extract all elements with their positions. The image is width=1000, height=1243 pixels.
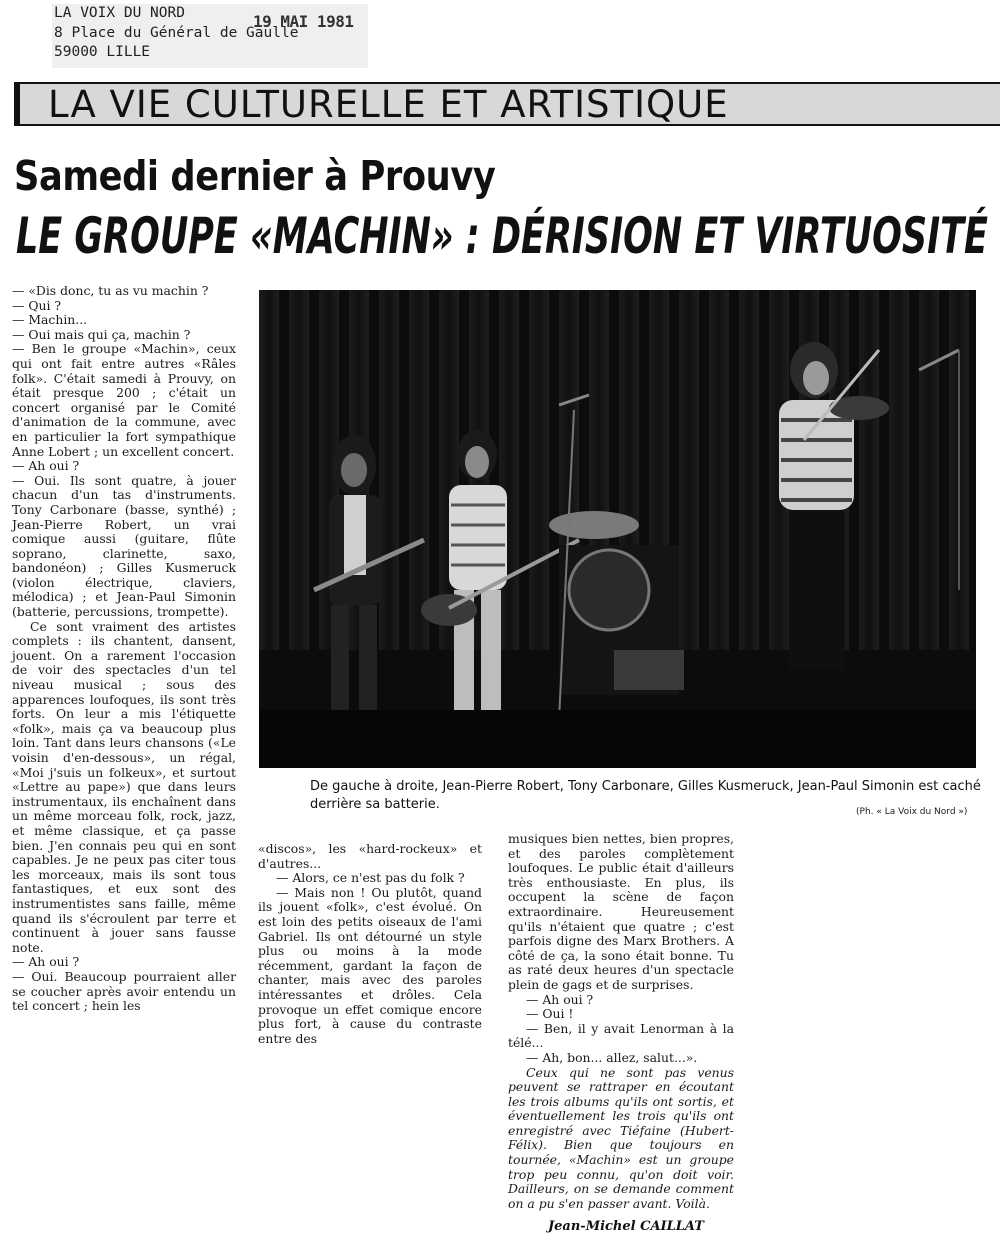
paragraph: — Ben le groupe «Machin», ceux qui ont fait entre autres «Râles folk». C'était samedi à Prouvy, on était presque 200 ; c'était un concert organisé par le Comité d'animation de la commune, avec en particulier la fort sympathique Anne Lobert ; un excellent concert. (12, 341, 236, 459)
article-column-3 (508, 832, 734, 1211)
paragraph: — Mais non ! Ou plutôt, quand ils jouent «folk», c'est évolué. On est loin des petits oiseaux de l'ami Gabriel. Ils ont détourné un style plus ou moins à la mode récemment, gardant la façon de chanter, mais avec des paroles intéressantes et drôles. Cela provoque un effet comique encore plus fort, à cause du contraste entre des (258, 884, 482, 1046)
date-stamp: 19 MAI 1981 (253, 12, 354, 31)
paragraph: — Ah, bon... allez, salut...». (526, 1049, 698, 1065)
address-line-3: 59000 LILLE (54, 44, 151, 60)
concert-photo (259, 290, 976, 768)
article-column-2 (258, 842, 482, 1046)
paragraph: — Ah oui ? (12, 458, 80, 474)
paragraph: — Ah oui ? (12, 954, 80, 970)
paragraph: — Qui ? (12, 297, 62, 313)
paragraph: — Oui. Ils sont quatre, à jouer chacun d'un tas d'instruments. Tony Carbonare (basse, synthé) ; Jean-Pierre Robert, un vrai comique aussi (guitare, flûte soprano, clarinette, saxo, bandonéon) ; Gilles Kusmeruck (violon électrique, claviers, mélodica) ; et Jean-Paul Simonin (batterie, percussions, trompette). (12, 472, 236, 620)
section-rubric: LA VIE CULTURELLE ET ARTISTIQUE (14, 82, 1000, 126)
paragraph: Ceux qui ne sont pas venus peuvent se rattraper en écoutant les trois albums qu'ils ont sortis, et éventuellement les trois qu'ils ont enregistré avec Tiéfaine (Hubert-Félix). Bien que toujours en tournée, «Machin» est un groupe trop peu connu, qu'on doit voir. Dailleurs, on se demande comment on a pu s'en passer avant. Voilà. (508, 1064, 734, 1211)
paragraph: musiques bien nettes, bien propres, et des paroles complètement loufoques. Le public était d'ailleurs très enthousiaste. En plus, ils occupent la scène de façon extraordinaire. Heureusement qu'ils n'étaient que quatre ; c'est parfois digne des Marx Brothers. A côté de ça, la sono était bonne. Tu as raté deux heures d'un spectacle plein de gags et de surprises. (508, 831, 734, 992)
paragraph: — Oui mais qui ça, machin ? (12, 326, 191, 342)
paragraph: — Machin... (12, 312, 88, 328)
paragraph: — Oui. Beaucoup pourraient aller se coucher après avoir entendu un tel concert ; hein les (12, 968, 236, 1014)
paragraph: Ce sont vraiment des artistes complets : ils chantent, dansent, jouent. On a rarement l'occasion de voir des spectacles d'un tel niveau musical ; sous des apparences loufoques, ils sont très forts. On leur a mis l'étiquette «folk», mais ça va beaucoup plus loin. Tant dans leurs chansons («Le voisin d'en-dessous», un régal, «Moi j'suis un folkeux», et surtout «Lettre au pape») que dans leurs instrumentaux, ils enchaînent dans un même morceau folk, rock, jazz, et même classique, et ça passe bien. J'en connais peu qui en sont capables. Je ne peux pas citer tous les morceaux, mais ils sont tous fantastiques, et eux sont des instrumentistes sans faille, même quand ils s'écroulent par terre et continuent à jouer sans fausse note. (12, 618, 236, 955)
address-line-2: 8 Place du Général de Gaulle (54, 24, 299, 41)
article-column-1 (12, 284, 236, 1014)
headline-kicker: Samedi dernier à Prouvy (14, 152, 496, 200)
photo-credit: (Ph. « La Voix du Nord ») (856, 807, 968, 817)
paragraph: «discos», les «hard-rockeux» et d'autres... (258, 841, 482, 871)
headline-main: LE GROUPE «MACHIN» : DÉRISION ET VIRTUOSITÉ (16, 207, 988, 265)
author-signature: Jean-Michel CAILLAT (548, 1219, 704, 1234)
paragraph: — «Dis donc, tu as vu machin ? (12, 283, 209, 298)
address-line-1: LA VOIX DU NORD (54, 5, 185, 21)
photo-caption: De gauche à droite, Jean-Pierre Robert, Tony Carbonare, Gilles Kusmeruck, Jean-Paul Simonin est caché derrière sa batterie. (310, 779, 981, 812)
paragraph: — Alors, ce n'est pas du folk ? (276, 870, 465, 886)
paragraph: — Ah oui ? (526, 991, 594, 1007)
concert-photo-illustration (259, 290, 976, 768)
paragraph: — Ben, il y avait Lenorman à la télé... (508, 1020, 734, 1051)
paragraph: — Oui ! (526, 1006, 574, 1022)
